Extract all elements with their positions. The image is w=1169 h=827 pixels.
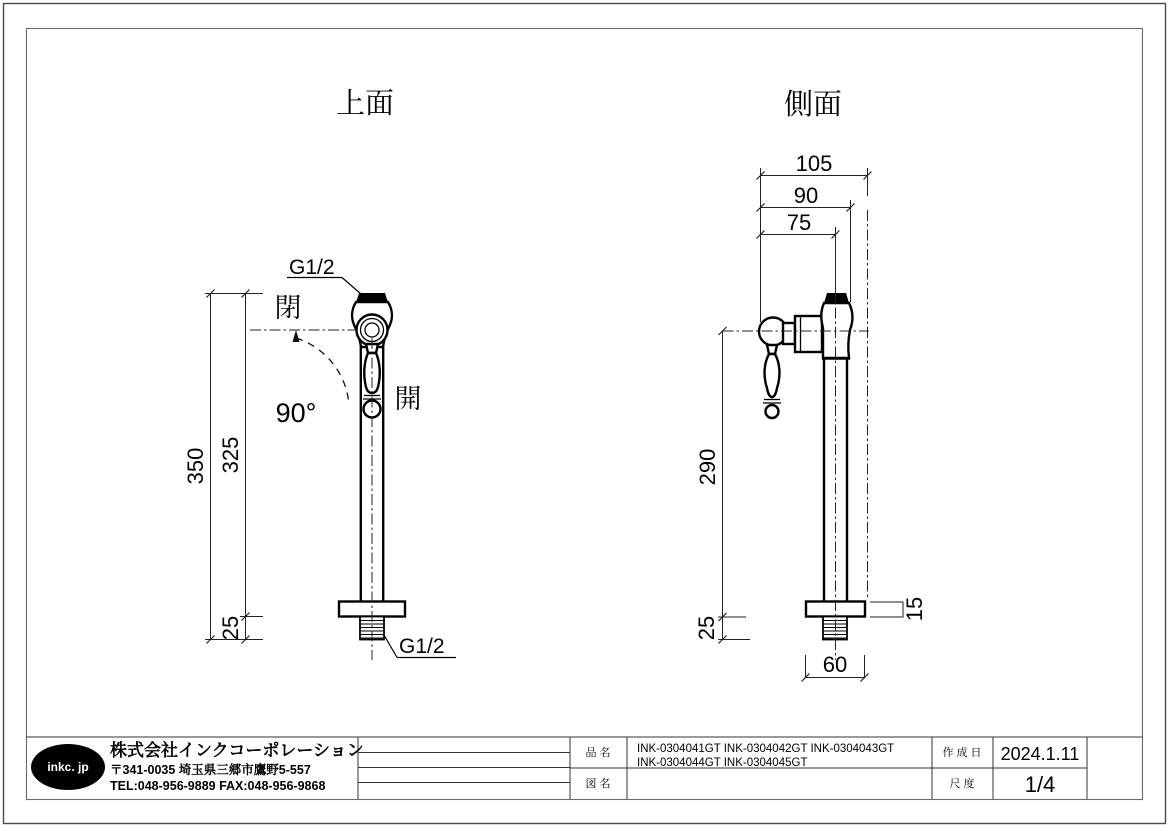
drawing-name-label: 図 名 xyxy=(585,778,611,790)
arc-arrowhead xyxy=(293,330,300,342)
dim-350: 350 xyxy=(183,447,208,485)
inlet-thread-label: G1/2 xyxy=(289,256,335,279)
top-view-inlet-cap xyxy=(356,293,388,303)
top-view xyxy=(183,87,456,660)
product-codes-line2: INK-0304044GT INK-0304045GT xyxy=(637,757,808,769)
sheet-border xyxy=(4,4,1166,824)
top-view-title: 上面 xyxy=(335,88,395,120)
side-view-inlet-cap xyxy=(824,293,849,303)
open-label: 開 xyxy=(394,384,422,414)
angle-label: 90° xyxy=(275,398,317,428)
scale-label: 尺 度 xyxy=(949,778,975,790)
top-view-rotation-arc xyxy=(293,330,350,405)
outlet-thread-label: G1/2 xyxy=(399,635,445,658)
date-value: 2024.1.11 xyxy=(1000,744,1080,764)
date-label: 作 成 日 xyxy=(942,747,982,759)
company-logo xyxy=(31,744,105,790)
dim-75: 75 xyxy=(786,210,812,235)
closed-label: 閉 xyxy=(274,293,302,323)
revision-rows xyxy=(358,753,570,783)
dim-90: 90 xyxy=(793,183,819,208)
dim-25-top: 25 xyxy=(218,615,243,641)
dim-15: 15 xyxy=(902,596,927,622)
side-view xyxy=(694,88,927,682)
dim-105: 105 xyxy=(795,151,833,176)
logo-text: inkc. jp xyxy=(47,760,89,774)
side-view-handle xyxy=(763,345,781,418)
dim-325: 325 xyxy=(218,436,243,474)
company-name: 株式会社インクコーポレーション xyxy=(110,741,364,760)
dim-25-side: 25 xyxy=(694,615,719,641)
side-view-faucet xyxy=(723,210,870,660)
side-view-title: 側面 xyxy=(783,89,843,121)
company-telfax: TEL:048-956-9889 FAX:048-956-9868 xyxy=(110,779,326,793)
dim-60: 60 xyxy=(822,652,848,677)
top-view-faucet xyxy=(250,293,405,660)
company-address: 〒341-0035 埼玉県三郷市鷹野5-557 xyxy=(110,763,311,777)
title-block xyxy=(27,737,1143,799)
product-name-label: 品 名 xyxy=(585,747,611,759)
product-codes-line1: INK-0304041GT INK-0304042GT INK-0304043GT xyxy=(637,743,895,755)
dim-290: 290 xyxy=(695,448,720,486)
scale-value: 1/4 xyxy=(1024,772,1056,797)
